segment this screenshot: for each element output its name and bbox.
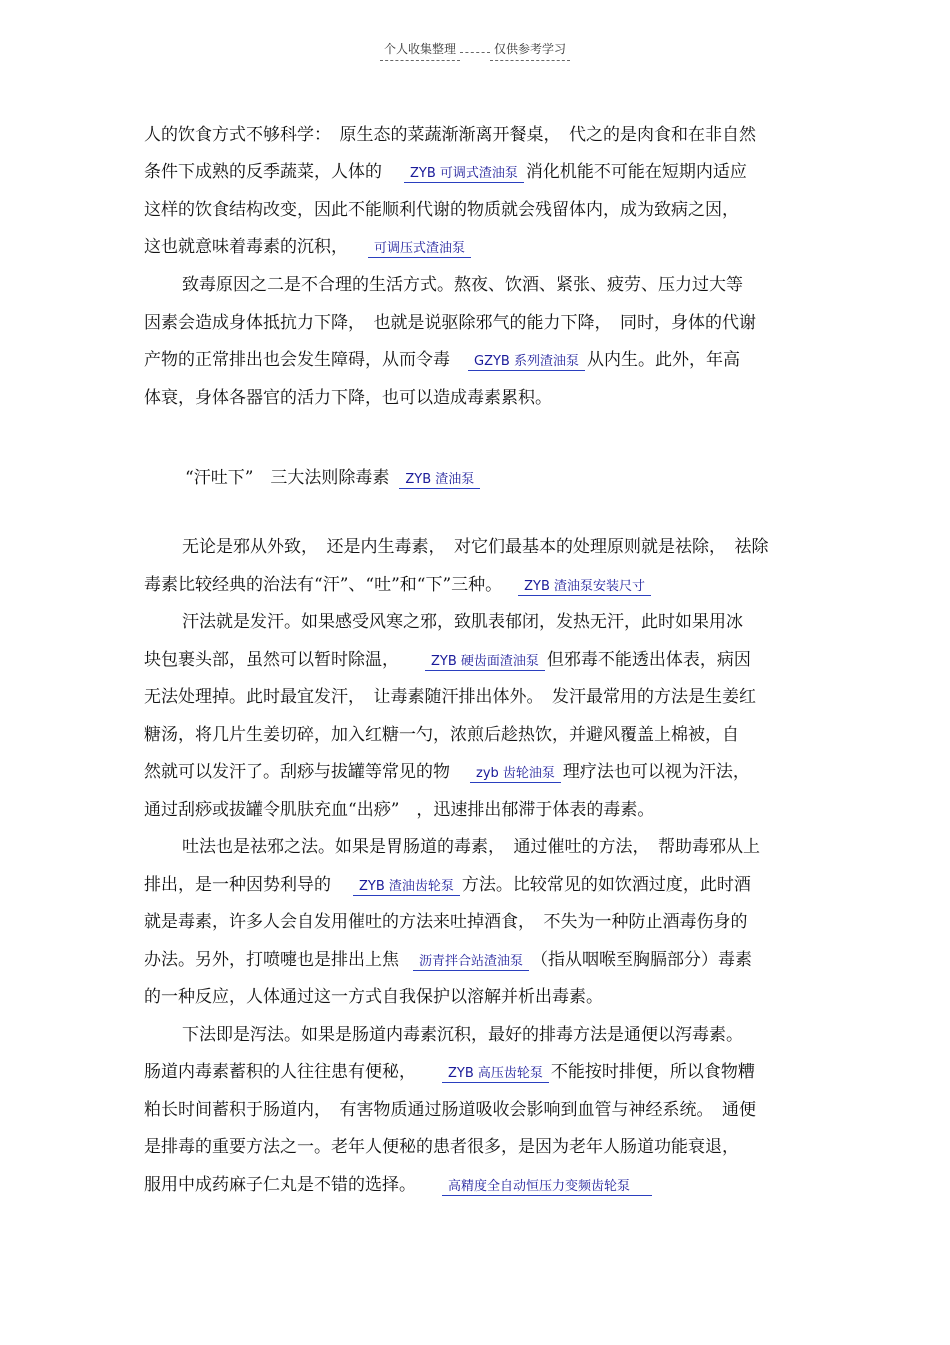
p2-line2: 因素会造成身体抵抗力下降， 也就是说驱除邪气的能力下降， 同时，身体的代谢 [144,313,756,333]
p5-line5: 的一种反应，人体通过这一方式自我保护以溶解并析出毒素。 [144,987,603,1007]
p5-line4 [144,950,752,972]
p1-line1: 人的饮食方式不够科学： 原生态的菜蔬渐渐离开餐桌， 代之的是肉食和在非自然 [144,125,756,145]
header-right: 仅供参考学习 [490,40,570,61]
link-high-precision-pump[interactable]: 高精度全自动恒压力变频齿轮泵 [442,1179,652,1196]
page-header [0,40,950,61]
link-zyb-pump[interactable]: ZYB 渣油泵 [399,472,480,489]
p5-line2-text-b: 方法。比较常见的如饮酒过度，此时酒 [461,875,751,895]
p6-line5 [144,1175,654,1197]
p5-line4-text-a: 办法。另外，打喷嚏也是排出上焦 [144,950,399,970]
p6-line5-text-a: 服用中成药麻子仁丸是不错的选择。 [144,1175,416,1195]
p6-line2 [144,1062,755,1084]
link-asphalt-mixing-pump[interactable]: 沥青拌合站渣油泵 [413,954,529,971]
link-zyb-high-pressure-pump[interactable]: ZYB 高压齿轮泵 [442,1066,549,1083]
p6-line2-text-b: 不能按时排便，所以食物糟 [550,1062,755,1082]
p4-line6: 通过刮痧或拔罐令肌肤充血“出痧” ，迅速排出郁滞于体表的毒素。 [144,800,655,820]
section-heading [185,463,482,488]
p4-line2-text-b: 但邪毒不能透出体表，病因 [546,650,751,670]
p6-line1: 下法即是泻法。如果是肠道内毒素沉积，最好的排毒方法是通便以泻毒素。 [182,1025,743,1045]
link-zyb-gear-oil-pump[interactable]: zyb 齿轮油泵 [470,766,561,783]
p5-line4-text-b: （指从咽喉至胸膈部分）毒素 [531,950,753,970]
p1-line3: 这样的饮食结构改变，因此不能顺利代谢的物质就会残留体内，成为致病之因， [144,200,739,220]
link-adjustable-pressure-pump[interactable]: 可调压式渣油泵 [368,241,471,258]
p4-line3: 无法处理掉。此时最宜发汗， 让毒素随汗排出体外。 发汗最常用的方法是生姜红 [144,687,756,707]
p4-line2-text-a: 块包裹头部，虽然可以暂时除温， [144,650,399,670]
p1-line4 [144,237,473,259]
p4-line2 [144,650,751,672]
link-zyb-residue-gear-pump[interactable]: ZYB 渣油齿轮泵 [353,879,460,896]
p4-line5-text-b: 理疗法也可以视为汗法， [562,762,750,782]
link-zyb-hard-gear-pump[interactable]: ZYB 硬齿面渣油泵 [425,654,545,671]
p6-line3: 粕长时间蓄积于肠道内， 有害物质通过肠道吸收会影响到血管与神经系统。 通便 [144,1100,756,1120]
heading-text: “汗吐下” 三大法则除毒素 [185,468,390,488]
link-zyb-install-size[interactable]: ZYB 渣油泵安装尺寸 [518,579,651,596]
p2-line3-text-b: 从内生。此外，年高 [586,350,740,370]
p1-line4-text-a: 这也就意味着毒素的沉积， [144,237,348,257]
p6-line4: 是排毒的重要方法之一。老年人便秘的患者很多，是因为老年人肠道功能衰退， [144,1137,739,1157]
link-gzyb-series-pump[interactable]: GZYB 系列渣油泵 [468,354,585,371]
p5-line2 [144,875,751,897]
p4-line1: 汗法就是发汗。如果感受风寒之邪，致肌表郁闭，发热无汗，此时如果用冰 [182,612,743,632]
p5-line3: 就是毒素，许多人会自发用催吐的方法来吐掉酒食， 不失为一种防止酒毒伤身的 [144,912,748,932]
p3-line2 [144,575,653,597]
p1-line2-text-a: 条件下成熟的反季蔬菜，人体的 [144,162,382,182]
p4-line5 [144,762,750,784]
p2-line3 [144,350,740,372]
p1-line2-text-b: 消化机能不可能在短期内适应 [525,162,747,182]
p2-line4: 体衰，身体各器官的活力下降，也可以造成毒素累积。 [144,388,552,408]
link-zyb-adjustable-pump[interactable]: ZYB 可调式渣油泵 [404,166,524,183]
p1-line2 [144,162,747,184]
header-left: 个人收集整理 [380,40,460,61]
p5-line1: 吐法也是祛邪之法。如果是胃肠道的毒素， 通过催吐的方法， 帮助毒邪从上 [182,837,760,857]
p5-line2-text-a: 排出，是一种因势利导的 [144,875,331,895]
p2-line1: 致毒原因之二是不合理的生活方式。熬夜、饮酒、紧张、疲劳、压力过大等 [182,275,743,295]
p4-line5-text-a: 然就可以发汗了。刮痧与拔罐等常见的物 [144,762,450,782]
p3-line1: 无论是邪从外致， 还是内生毒素， 对它们最基本的处理原则就是祛除， 祛除 [182,537,769,557]
p4-line4: 糖汤，将几片生姜切碎，加入红糖一勺，浓煎后趁热饮，并避风覆盖上棉被，自 [144,725,739,745]
p3-line2-text-a: 毒素比较经典的治法有“汗”、“吐”和“下”三种。 [144,575,503,595]
p2-line3-text-a: 产物的正常排出也会发生障碍，从而令毒 [144,350,450,370]
p6-line2-text-a: 肠道内毒素蓄积的人往往患有便秘， [144,1062,416,1082]
